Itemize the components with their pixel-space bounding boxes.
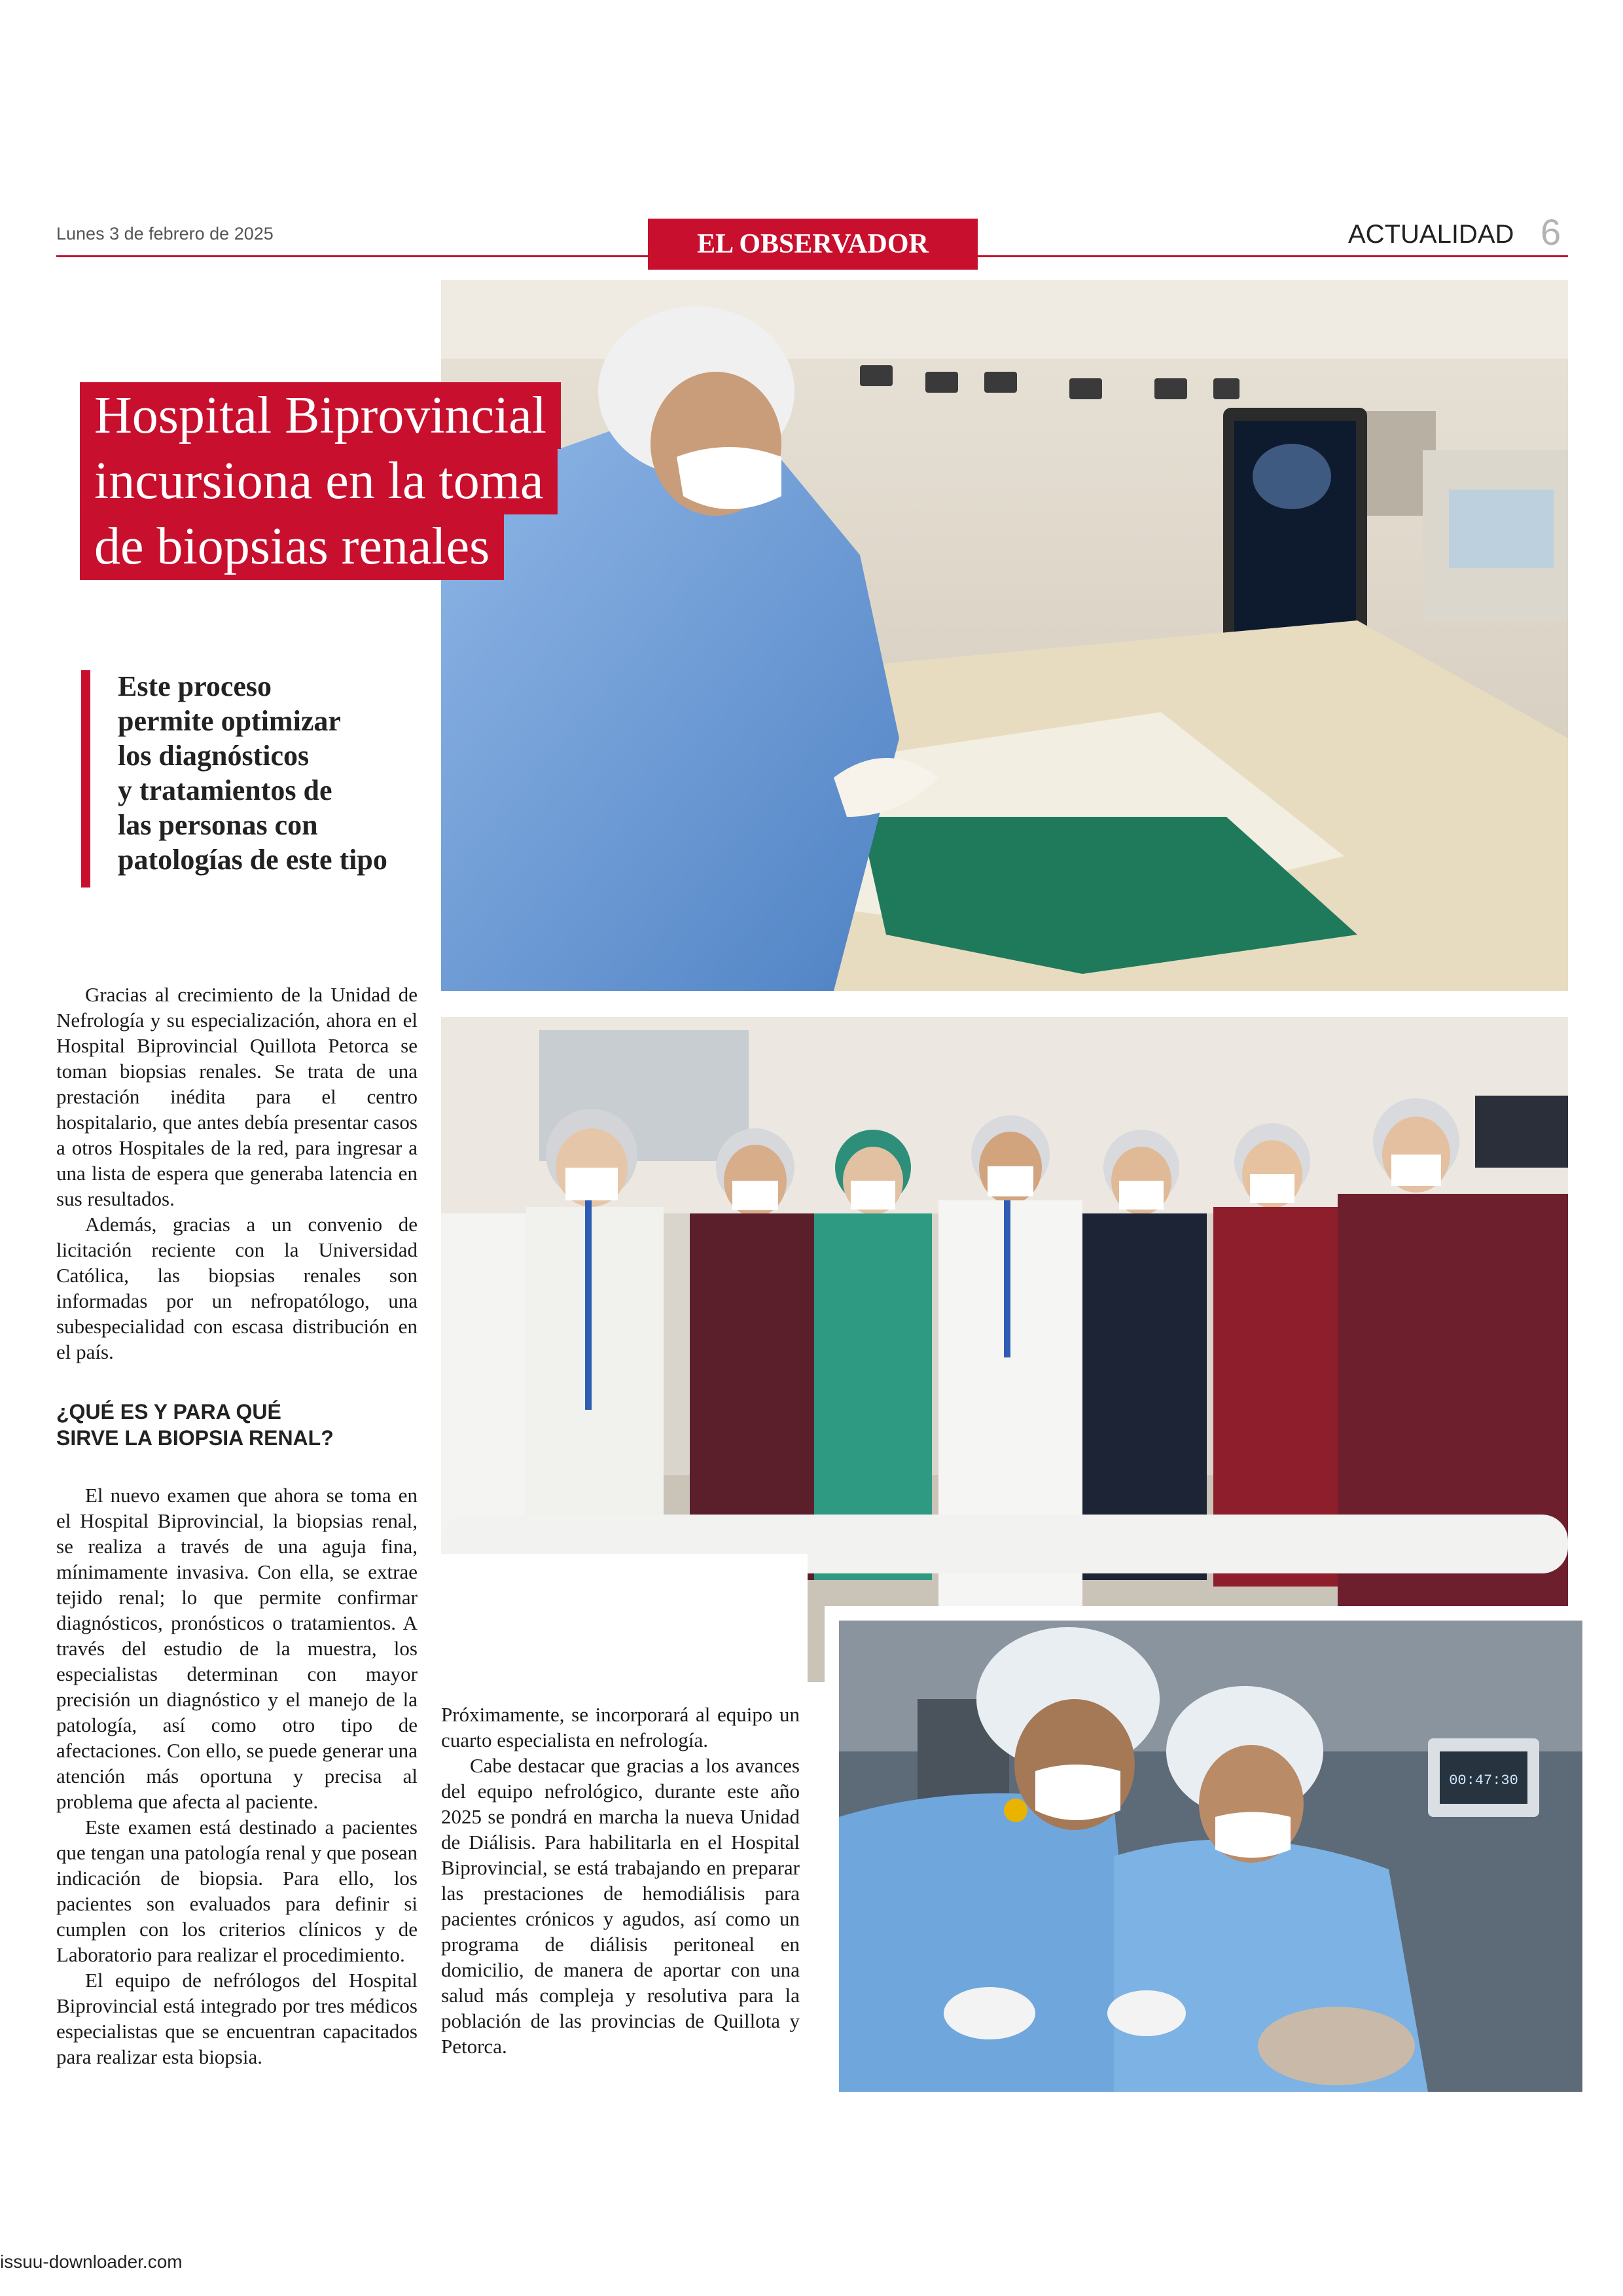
subheading	[56, 1399, 418, 1451]
photo-nephrology-team	[441, 1017, 1568, 1682]
subheading-line: ¿QUÉ ES Y PARA QUÉ	[56, 1400, 281, 1424]
article-column-1	[56, 982, 418, 2070]
paragraph: El equipo de nefrólogos del Hospital Biprovincial está integrado por tres médicos especialistas que se encuentran capacitados para realizar esta biopsia.	[56, 1969, 418, 2068]
headline-line-1: Hospital Biprovincial	[80, 382, 561, 449]
monitor-time-readout: 00:47:30	[1449, 1772, 1518, 1789]
article-column-2	[441, 1702, 800, 2059]
headline-line-3: de biopsias renales	[80, 513, 504, 580]
subtitle-line: las personas con	[118, 809, 318, 841]
watermark[interactable]: issuu-downloader.com	[0, 2251, 183, 2272]
photo-biopsy-procedure	[441, 280, 1568, 991]
paragraph-continuation: Próximamente, se incorporará al equipo un cuarto especialista en nefrología.	[441, 1703, 800, 1751]
paragraph: El nuevo examen que ahora se toma en el Hospital Biprovincial, la biopsias renal, se realiza a través de una aguja fina, mínimamente invasiva. Con ella, se extrae tejido renal; lo que permite confirmar diagnósticos, pronósticos o tratamientos. A través del estudio de la muestra, los especialistas determinan con mayor precisión un diagnóstico y el manejo de la patología, así como otro tipo de afectaciones. Con ello, se puede generar una atención más oportuna y precisa al problema que afecta al paciente.	[56, 1484, 418, 1813]
subheading-line: SIRVE LA BIOPSIA RENAL?	[56, 1426, 334, 1450]
subtitle-line: permite optimizar	[118, 705, 341, 737]
photo-clinicians-procedure	[825, 1606, 1582, 2092]
masthead[interactable]: EL OBSERVADOR	[648, 219, 978, 270]
subtitle	[118, 669, 445, 877]
subtitle-line: patologías de este tipo	[118, 844, 387, 876]
paragraph: Cabe destacar que gracias a los avances del equipo nefrológico, durante este año 2025 se pondrá en marcha la nueva Unidad de Diálisis. Para habilitarla en el Hospital Biprovincial, se está trabajando en preparar las prestaciones de hemodiálisis para pacientes crónicos y agudos, así como un programa de diálisis peritoneal en domicilio, de manera de aportar con una salud más compleja y resolutiva para la población de las provincias de Quillota y Petorca.	[441, 1754, 800, 2058]
issue-date: Lunes 3 de febrero de 2025	[56, 224, 274, 243]
subtitle-line: los diagnósticos	[118, 740, 310, 772]
subtitle-line: y tratamientos de	[118, 774, 332, 806]
section-label: ACTUALIDAD	[1348, 220, 1514, 249]
paragraph: Además, gracias a un convenio de licitación reciente con la Universidad Católica, las biopsias renales son informadas por un nefropatólogo, una subespecialidad con escasa distribución en el país.	[56, 1213, 418, 1363]
paragraph: Gracias al crecimiento de la Unidad de Nefrología y su especialización, ahora en el Hospital Biprovincial Quillota Petorca se toman biopsias renales. Se trata de una prestación inédita para el centro hospitalario, que antes debía presentar casos a otros Hospitales de la red, para ingresar a una lista de espera que generaba latencia en sus resultados.	[56, 983, 418, 1210]
subtitle-accent-bar	[81, 670, 90, 888]
paragraph: Este examen está destinado a pacientes que tengan una patología renal y que posean indicación de biopsia. Para ello, los pacientes son evaluados para definir si cumplen con los criterios clínicos y de Laboratorio para realizar el procedimiento.	[56, 1816, 418, 1966]
subtitle-line: Este proceso	[118, 670, 272, 702]
page-number: 6	[1541, 211, 1561, 253]
headline-line-2: incursiona en la toma	[80, 448, 558, 514]
